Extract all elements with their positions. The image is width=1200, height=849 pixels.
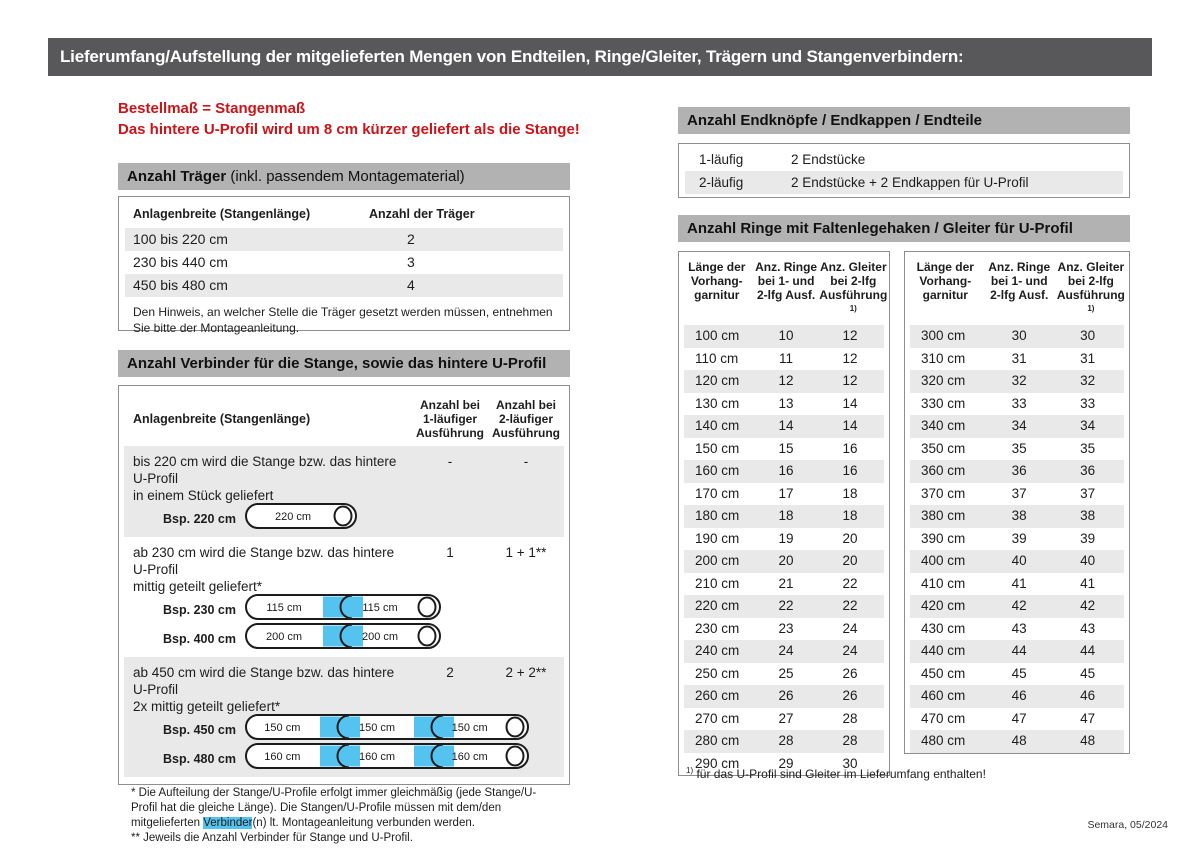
traeger-heading-rest: (inkl. passendem Montagematerial) <box>226 168 465 185</box>
rod-diagram <box>245 594 441 625</box>
rod-shape <box>245 714 529 740</box>
length-cell: 440 cm <box>921 643 966 658</box>
glider-count-cell: 30 <box>842 755 858 771</box>
ring-table-row <box>910 730 1124 753</box>
length-cell: 110 cm <box>695 350 739 366</box>
glider-count-cell: 28 <box>842 733 858 748</box>
rod-example-label: Bsp. 230 cm <box>163 602 236 617</box>
verbinder-row <box>124 537 564 657</box>
ring-count-cell: 45 <box>1011 665 1027 681</box>
header-line: bei 2-lfg <box>830 274 877 288</box>
length-cell: 250 cm <box>695 665 740 681</box>
svg-text:115 cm: 115 cm <box>266 602 302 614</box>
ring-count-cell: 12 <box>778 373 794 388</box>
ring-count-cell: 39 <box>1011 530 1027 546</box>
length-cell: 390 cm <box>921 530 966 546</box>
ring-table-row <box>684 573 884 596</box>
glider-count-cell: 28 <box>842 710 858 726</box>
traeger-row <box>125 251 563 274</box>
verbinder-highlight: Verbinder <box>203 817 253 829</box>
text-line: mittig geteilt geliefert* <box>133 579 263 594</box>
length-cell: 300 cm <box>921 328 966 343</box>
count-2-laeufig: 2 + 2** <box>505 665 547 680</box>
header-line: Ausführung $^{1)}$ <box>819 288 888 313</box>
count-2-laeufig: - <box>523 454 529 469</box>
rod-shape <box>245 623 441 649</box>
ring-count-cell: 38 <box>1011 508 1027 523</box>
ring-count-cell: 24 <box>778 643 794 658</box>
rod-example <box>133 715 564 744</box>
header-line: Ausführung <box>416 426 484 440</box>
length-cell: 310 cm <box>921 350 966 366</box>
ring-table-row <box>684 595 884 618</box>
header-line: Länge der <box>688 260 746 274</box>
verbinder-table-header <box>119 386 569 446</box>
glider-count-cell: 41 <box>1080 575 1096 591</box>
ring-count-cell: 15 <box>778 440 794 456</box>
header-line: 2-lfg Ausf. <box>756 288 816 302</box>
length-cell: 220 cm <box>695 598 740 613</box>
traeger-row <box>125 274 563 297</box>
glider-count-cell: 18 <box>842 508 858 523</box>
ring-count-cell: 32 <box>1011 373 1027 388</box>
ring-table-left <box>678 251 890 776</box>
rod-example-label: Bsp. 400 cm <box>163 631 236 646</box>
header-line: Länge der <box>916 260 974 274</box>
length-cell: 150 cm <box>695 440 740 456</box>
glider-count-cell: 18 <box>842 485 858 501</box>
length-cell: 420 cm <box>921 598 966 613</box>
verbinder-row-text <box>133 453 412 504</box>
ring-header-cell <box>755 260 818 319</box>
ring-table-row <box>910 640 1124 663</box>
header-line: Anzahl bei <box>495 398 556 412</box>
ring-table-row <box>910 663 1124 686</box>
ring-table-row <box>910 438 1124 461</box>
glider-count-cell: 24 <box>842 643 858 658</box>
ring-table-row <box>684 370 884 393</box>
header-sup: 1) <box>1087 304 1095 313</box>
header-line: Anz. Gleiter <box>1057 260 1125 274</box>
length-cell: 430 cm <box>921 620 966 636</box>
document-footer: Semara, 05/2024 <box>1087 819 1168 831</box>
ring-table-row <box>684 483 884 506</box>
traeger-table-body <box>119 228 569 297</box>
glider-count-cell: 32 <box>1080 373 1096 388</box>
ring-table-row <box>684 415 884 438</box>
header-line: Anzahl bei <box>419 398 480 412</box>
ring-table-row <box>684 438 884 461</box>
traeger-table-header <box>119 203 569 228</box>
rod-diagram <box>245 623 441 654</box>
glider-count-cell: 16 <box>842 440 858 456</box>
ring-table-row <box>684 708 884 731</box>
length-cell: 120 cm <box>695 373 740 388</box>
ring-count-cell: 31 <box>1011 350 1027 366</box>
count-1-laeufig: 1 <box>446 545 454 560</box>
glider-count-cell: 24 <box>842 620 858 636</box>
length-cell: 380 cm <box>921 508 966 523</box>
ring-table-header <box>679 252 889 325</box>
ring-count-cell: 33 <box>1011 395 1027 411</box>
ring-count-cell: 36 <box>1011 463 1027 478</box>
rod-shape <box>245 743 529 769</box>
glider-count-cell: 33 <box>1080 395 1096 411</box>
length-cell: 280 cm <box>695 733 740 748</box>
ring-count-cell: 11 <box>778 350 793 366</box>
glider-count-cell: 12 <box>842 373 858 388</box>
order-size-notice <box>118 98 580 140</box>
verbinder-section-heading: Anzahl Verbinder für die Stange, sowie das hintere U-Profil <box>118 350 570 377</box>
length-cell: 100 cm <box>695 328 740 343</box>
ring-count-cell: 40 <box>1011 553 1027 568</box>
length-cell: 270 cm <box>695 710 740 726</box>
length-cell: 460 cm <box>921 688 966 703</box>
ring-table-row <box>684 618 884 641</box>
glider-count-cell: 44 <box>1080 643 1096 658</box>
ringe-footnote-text: für das U-Profil sind Gleiter im Lieferumfang enthalten! <box>693 767 986 781</box>
glider-count-cell: 20 <box>842 553 858 568</box>
traeger-col2-header: Anzahl der Träger <box>369 207 475 221</box>
ring-header-cell <box>986 260 1053 319</box>
glider-count-cell: 37 <box>1080 485 1096 501</box>
ring-table-row <box>684 460 884 483</box>
svg-text:150 cm: 150 cm <box>358 722 396 734</box>
length-cell: 290 cm <box>695 755 740 771</box>
ring-table-row <box>910 573 1124 596</box>
rod-example <box>133 504 564 533</box>
length-cell: 350 cm <box>921 440 966 456</box>
ring-count-cell: 22 <box>778 598 794 613</box>
glider-count-cell: 26 <box>842 665 858 681</box>
length-cell: 330 cm <box>921 395 966 411</box>
glider-count-cell: 16 <box>842 463 858 478</box>
ring-table-row <box>684 685 884 708</box>
glider-count-cell: 22 <box>842 575 858 591</box>
length-cell: 340 cm <box>921 418 966 433</box>
glider-count-cell: 47 <box>1080 710 1096 726</box>
ring-header-cell <box>1053 260 1129 319</box>
ring-table-row <box>910 528 1124 551</box>
ring-table-row <box>684 663 884 686</box>
length-cell: 450 cm <box>921 665 966 681</box>
ring-header-cell <box>818 260 889 319</box>
svg-text:160 cm: 160 cm <box>358 751 396 763</box>
traeger-row <box>125 228 563 251</box>
ring-table-row <box>910 685 1124 708</box>
text-line: 2x mittig geteilt geliefert* <box>133 699 281 714</box>
rod-example <box>133 744 564 773</box>
traeger-count-cell: 3 <box>407 254 415 270</box>
length-cell: 480 cm <box>921 733 966 748</box>
glider-count-cell: 34 <box>1080 418 1096 433</box>
glider-count-cell: 26 <box>842 688 858 703</box>
ring-count-cell: 37 <box>1011 485 1027 501</box>
ring-table-row <box>684 640 884 663</box>
svg-text:160 cm: 160 cm <box>451 751 488 763</box>
page-title: Lieferumfang/Aufstellung der mitgelieferten Mengen von Endteilen, Ringe/Gleiter, Trägern und Stangenverbindern: <box>48 38 1152 76</box>
ring-count-cell: 17 <box>778 485 794 501</box>
ring-table-row <box>910 348 1124 371</box>
ring-table-row <box>910 415 1124 438</box>
glider-count-cell: 20 <box>842 530 858 546</box>
ring-count-cell: 43 <box>1011 620 1027 636</box>
ring-count-cell: 44 <box>1011 643 1027 658</box>
ring-count-cell: 26 <box>778 688 794 703</box>
verbinder-row-top <box>133 453 564 504</box>
endteile-value-cell: 2 Endstücke + 2 Endkappen für U-Profil <box>791 175 1029 190</box>
ring-count-cell: 47 <box>1011 710 1027 726</box>
ring-table-row <box>910 483 1124 506</box>
ring-table-row <box>910 370 1124 393</box>
verbinder-col3-header <box>488 398 564 440</box>
ring-count-cell: 28 <box>778 733 794 748</box>
header-line: Vorhang- <box>919 274 972 288</box>
length-cell: 230 cm <box>695 620 740 636</box>
length-cell: 370 cm <box>921 485 966 501</box>
svg-text:200 cm: 200 cm <box>265 631 303 643</box>
endteile-row <box>685 148 1123 171</box>
glider-count-cell: 40 <box>1080 553 1096 568</box>
count-2-laeufig: 1 + 1** <box>505 545 547 560</box>
glider-count-cell: 38 <box>1080 508 1096 523</box>
length-cell: 160 cm <box>695 463 740 478</box>
glider-count-cell: 36 <box>1080 463 1096 478</box>
ring-count-cell: 21 <box>778 575 794 591</box>
traeger-range-cell: 450 bis 480 cm <box>133 277 228 293</box>
ring-table-row <box>684 393 884 416</box>
ring-table-row <box>684 550 884 573</box>
ring-count-cell: 13 <box>778 395 794 411</box>
verbinder-row <box>124 446 564 537</box>
ring-count-cell: 19 <box>778 530 794 546</box>
footnote-sup: 1) <box>686 766 694 775</box>
header-line: Ausführung <box>492 426 560 440</box>
glider-count-cell: 12 <box>842 350 858 366</box>
ring-count-cell: 23 <box>778 620 794 636</box>
ring-table-row <box>684 505 884 528</box>
ring-table-row <box>910 550 1124 573</box>
length-cell: 130 cm <box>695 395 740 411</box>
ringe-footnote <box>686 766 986 781</box>
glider-count-cell: 42 <box>1080 598 1096 613</box>
rod-example <box>133 595 564 624</box>
rod-shape <box>245 594 441 620</box>
traeger-table <box>118 196 570 335</box>
ring-count-cell: 29 <box>778 755 794 771</box>
text-line: in einem Stück geliefert <box>133 488 274 503</box>
traeger-range-cell: 100 bis 220 cm <box>133 231 228 247</box>
notice-line-1: Bestellmaß = Stangenmaß <box>118 100 306 117</box>
ring-table-row <box>910 708 1124 731</box>
length-cell: 400 cm <box>921 553 966 568</box>
ring-count-cell: 34 <box>1011 418 1027 433</box>
endteile-value-cell: 2 Endstücke <box>791 152 866 167</box>
ring-table-row <box>910 460 1124 483</box>
glider-count-cell: 45 <box>1080 665 1096 681</box>
traeger-range-cell: 230 bis 440 cm <box>133 254 228 270</box>
ring-header-cell <box>679 260 755 319</box>
ring-table-row <box>910 618 1124 641</box>
ring-table-header <box>905 252 1129 325</box>
glider-count-cell: 30 <box>1080 328 1096 343</box>
ringe-section-heading: Anzahl Ringe mit Faltenlegehaken / Gleiter für U-Profil <box>678 215 1130 242</box>
ring-count-cell: 41 <box>1011 575 1027 591</box>
header-line: Ausführung $^{1)}$ <box>1056 288 1125 313</box>
header-line: Anz. Gleiter <box>819 260 887 274</box>
verbinder-row-top <box>133 664 564 715</box>
glider-count-cell: 48 <box>1080 733 1096 748</box>
length-cell: 210 cm <box>695 575 740 591</box>
text-line: ab 450 cm wird die Stange bzw. das hintere U-Profil <box>133 665 395 697</box>
length-cell: 320 cm <box>921 373 966 388</box>
ring-count-cell: 30 <box>1011 328 1027 343</box>
length-cell: 180 cm <box>695 508 740 523</box>
svg-text:220 cm: 220 cm <box>274 511 312 523</box>
endteile-type-cell: 2-läufig <box>699 175 744 190</box>
ring-count-cell: 42 <box>1011 598 1027 613</box>
glider-count-cell: 14 <box>842 418 858 433</box>
rod-shape <box>245 503 357 529</box>
verbinder-row-text <box>133 544 412 595</box>
glider-count-cell: 31 <box>1080 350 1096 366</box>
footnote-asterisk-post: (n) lt. Montageanleitung verbunden werden. <box>252 817 475 829</box>
glider-count-cell: 46 <box>1080 688 1096 703</box>
count-1-laeufig: 2 <box>446 665 454 680</box>
header-line: bei 1- und <box>990 274 1048 288</box>
ring-header-cell <box>905 260 986 319</box>
traeger-note: Den Hinweis, an welcher Stelle die Träger gesetzt werden müssen, entnehmen Sie bitte der Montageanleitung. <box>133 305 553 335</box>
length-cell: 190 cm <box>695 530 740 546</box>
glider-count-cell: 22 <box>842 598 858 613</box>
header-line: Anz. Ringe <box>988 260 1051 274</box>
rod-diagram <box>245 714 529 745</box>
length-cell: 410 cm <box>921 575 966 591</box>
header-line: garnitur <box>922 288 968 302</box>
text-line: bis 220 cm wird die Stange bzw. das hintere U-Profil <box>133 454 397 486</box>
rod-example-label: Bsp. 220 cm <box>163 511 236 526</box>
rod-example-label: Bsp. 480 cm <box>163 751 236 766</box>
length-cell: 200 cm <box>695 553 740 568</box>
traeger-count-cell: 2 <box>407 231 415 247</box>
header-sup: 1) <box>849 304 857 313</box>
verbinder-table-body <box>119 446 569 777</box>
header-line: Anz. Ringe <box>755 260 818 274</box>
length-cell: 240 cm <box>695 643 740 658</box>
rod-diagram <box>245 503 357 534</box>
endteile-section-heading: Anzahl Endknöpfe / Endkappen / Endteile <box>678 107 1130 134</box>
ring-table-row <box>684 730 884 753</box>
rod-diagram <box>245 743 529 774</box>
endteile-table <box>678 143 1130 198</box>
verbinder-footnotes <box>119 777 569 846</box>
notice-line-2: Das hintere U-Profil wird um 8 cm kürzer geliefert als die Stange! <box>118 121 580 138</box>
glider-count-cell: 43 <box>1080 620 1096 636</box>
count-1-laeufig: - <box>447 454 453 469</box>
header-line: Vorhang- <box>690 274 743 288</box>
verbinder-table <box>118 385 570 844</box>
length-cell: 260 cm <box>695 688 740 703</box>
verbinder-row <box>124 657 564 777</box>
length-cell: 140 cm <box>695 418 740 433</box>
header-line: bei 1- und <box>757 274 815 288</box>
ring-count-cell: 16 <box>778 463 794 478</box>
header-line: bei 2-lfg <box>1067 274 1114 288</box>
glider-count-cell: 39 <box>1080 530 1096 546</box>
ring-table-row <box>910 393 1124 416</box>
ring-count-cell: 46 <box>1011 688 1027 703</box>
header-line: 2-läufiger <box>498 412 553 426</box>
svg-text:160 cm: 160 cm <box>264 751 301 763</box>
verbinder-col2-header <box>412 398 488 440</box>
svg-text:200 cm: 200 cm <box>361 631 399 643</box>
ring-table-row <box>684 348 884 371</box>
header-line: garnitur <box>694 288 740 302</box>
traeger-col1-header: Anlagenbreite (Stangenlänge) <box>133 207 311 221</box>
glider-count-cell: 12 <box>842 328 858 343</box>
ring-count-cell: 14 <box>778 418 794 433</box>
endteile-row <box>685 171 1123 194</box>
verbinder-row-text <box>133 664 412 715</box>
traeger-heading-bold: Anzahl Träger <box>127 168 227 185</box>
header-line: 2-lfg Ausf. <box>990 288 1049 302</box>
ring-table-row <box>684 325 884 348</box>
rod-example <box>133 624 564 653</box>
length-cell: 360 cm <box>921 463 966 478</box>
footnote-double-asterisk: ** Jeweils die Anzahl Verbinder für Stange und U-Profil. <box>131 832 413 844</box>
ring-count-cell: 20 <box>778 553 794 568</box>
svg-text:115 cm: 115 cm <box>362 602 398 614</box>
ring-count-cell: 25 <box>778 665 794 681</box>
ring-table-row <box>910 505 1124 528</box>
glider-count-cell: 14 <box>842 395 858 411</box>
header-line: 1-läufiger <box>422 412 477 426</box>
verbinder-row-top <box>133 544 564 595</box>
verbinder-col1-header: Anlagenbreite (Stangenlänge) <box>133 412 311 426</box>
ring-table-row <box>910 595 1124 618</box>
ring-table-row <box>684 528 884 551</box>
glider-count-cell: 35 <box>1080 440 1096 456</box>
ring-table-right <box>904 251 1130 754</box>
text-line: ab 230 cm wird die Stange bzw. das hintere U-Profil <box>133 545 395 577</box>
ring-count-cell: 10 <box>778 328 794 343</box>
ring-count-cell: 18 <box>778 508 794 523</box>
ring-count-cell: 35 <box>1011 440 1027 456</box>
ring-table-row <box>910 325 1124 348</box>
rod-example-label: Bsp. 450 cm <box>163 722 236 737</box>
svg-text:150 cm: 150 cm <box>264 722 301 734</box>
ring-count-cell: 48 <box>1011 733 1027 748</box>
length-cell: 170 cm <box>695 485 740 501</box>
endteile-table-body <box>679 148 1129 194</box>
length-cell: 470 cm <box>921 710 966 726</box>
endteile-type-cell: 1-läufig <box>699 152 744 167</box>
svg-text:150 cm: 150 cm <box>451 722 488 734</box>
traeger-section-heading <box>118 163 570 190</box>
traeger-count-cell: 4 <box>407 277 415 293</box>
footnote-asterisk-pre: * Die Aufteilung der Stange/U-Profile erfolgt immer gleichmäßig (jede Stange/U-Profil hat die gleiche Länge). Die Stangen/U-Profile müssen mit dem/den mitgelieferten <box>131 787 537 829</box>
ring-count-cell: 27 <box>778 710 794 726</box>
